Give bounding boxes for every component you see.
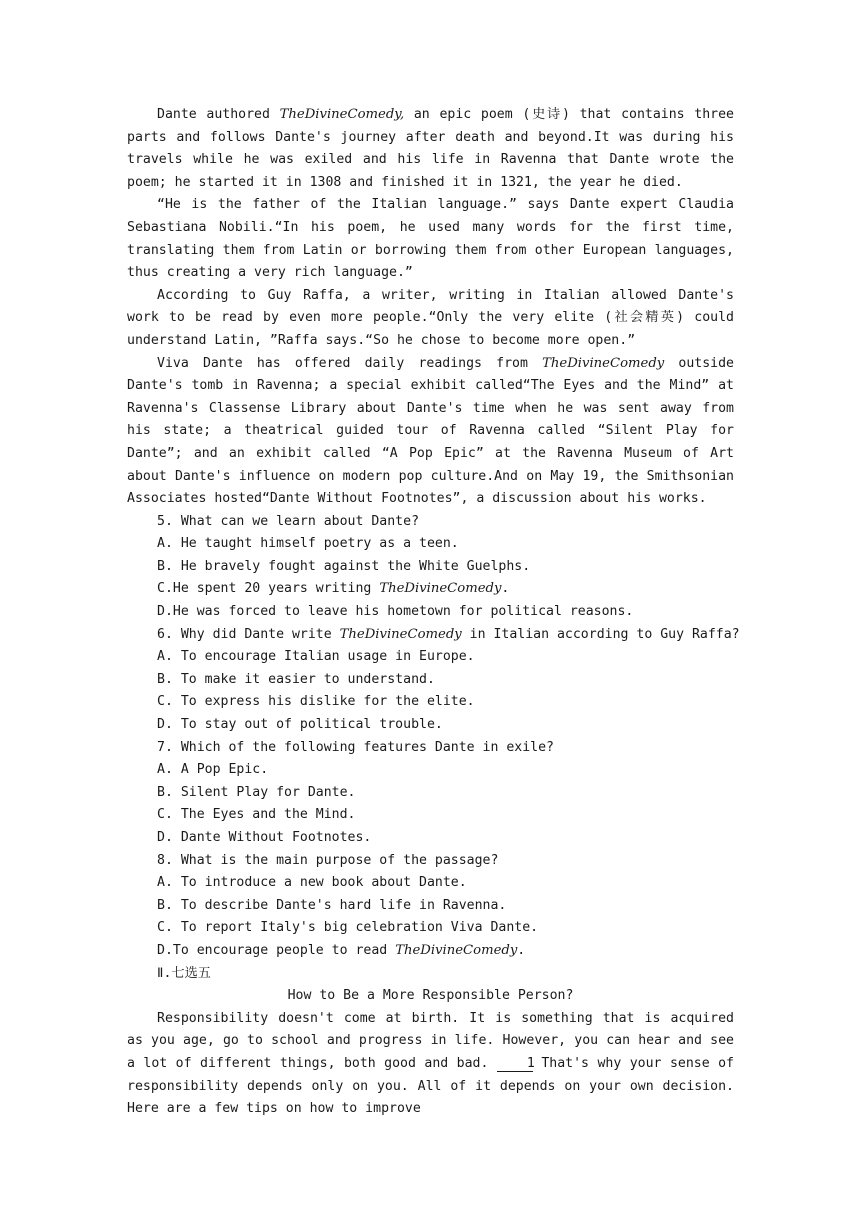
- option-5b: B. He bravely fought against the White Guelphs.: [157, 558, 531, 574]
- option-8a: A. To introduce a new book about Dante.: [157, 875, 467, 891]
- option-6a: A. To encourage Italian usage in Europe.: [157, 649, 475, 665]
- answer-blank: 1: [497, 1056, 533, 1072]
- book-title: TheDivineComedy: [542, 355, 665, 371]
- book-title: TheDivineComedy: [395, 942, 518, 958]
- question-8: 8. What is the main purpose of the passage?: [157, 852, 499, 868]
- paragraph-3: According to Guy Raffa, a writer, writing in Italian allowed Dante's work to be read by even more people.“Only the very elite (社会精英) could understand Latin, ”Raffa says.“So he chose to become more open.”: [127, 287, 734, 348]
- question-5: 5. What can we learn about Dante?: [157, 513, 420, 529]
- option-7b: B. Silent Play for Dante.: [157, 784, 356, 800]
- option-7d: D. Dante Without Footnotes.: [157, 830, 372, 845]
- option-8b: B. To describe Dante's hard life in Ravenna.: [157, 897, 507, 913]
- section-paragraph: Responsibility doesn't come at birth. It is something that is acquired as you age, go to school and progress in life. However, you can hear and see a lot of different things, both good and bad. 1 That's why your sense of responsibility depends only on you. All of it depends on your own decision. Here are a few tips on how to improve: [127, 1010, 734, 1117]
- book-title: TheDivineComedy,: [279, 107, 405, 122]
- option-8c: C. To report Italy's big celebration Viva Dante.: [157, 920, 539, 936]
- option-8d: D.To encourage people to read TheDivineComedy.: [157, 942, 526, 958]
- option-5d: D.He was forced to leave his hometown for political reasons.: [157, 604, 634, 620]
- option-7c: C. The Eyes and the Mind.: [157, 807, 356, 823]
- paragraph-1: Dante authored TheDivineComedy, an epic poem (史诗) that contains three parts and follows Dante's journey after death and beyond.It was during his travels while he was exiled and his life in Ravenna that Dante wrote the poem; he started it in 1308 and finished it in 1321, the year he died.: [127, 107, 734, 190]
- section-heading: Ⅱ.七选五: [157, 965, 211, 981]
- book-title: TheDivineComedy: [379, 581, 502, 597]
- option-5a: A. He taught himself poetry as a teen.: [157, 536, 459, 552]
- option-7a: A. A Pop Epic.: [157, 762, 269, 778]
- option-6b: B. To make it easier to understand.: [157, 671, 435, 687]
- question-7: 7. Which of the following features Dante in exile?: [157, 739, 554, 755]
- option-6c: C. To express his dislike for the elite.: [157, 694, 475, 710]
- paragraph-2: “He is the father of the Italian language.” says Dante expert Claudia Sebastiana Nobili.“In his poem, he used many words for the first time, translating them from Latin or borrowing them from other European languages, thus creating a very rich language.”: [127, 197, 734, 281]
- section-title: How to Be a More Responsible Person?: [287, 988, 574, 1004]
- option-5c: C.He spent 20 years writing TheDivineComedy.: [157, 581, 510, 597]
- option-6d: D. To stay out of political trouble.: [157, 717, 443, 733]
- document-page: [127, 104, 740, 1121]
- paragraph-4: Viva Dante has offered daily readings from TheDivineComedy outside Dante's tomb in Ravenna; a special exhibit called“The Eyes and the Mind” at Ravenna's Classense Library about Dante's time when he was sent away from his state; a theatrical guided tour of Ravenna called “Silent Play for Dante”; and an exhibit called “A Pop Epic” at the Ravenna Museum of Art about Dante's influence on modern pop culture.And on May 19, the Smithsonian Associates hosted“Dante Without Footnotes”, a discussion about his works.: [127, 355, 734, 507]
- question-6: 6. Why did Dante write TheDivineComedy in Italian according to Guy Raffa?: [157, 626, 740, 642]
- book-title: TheDivineComedy: [339, 626, 462, 642]
